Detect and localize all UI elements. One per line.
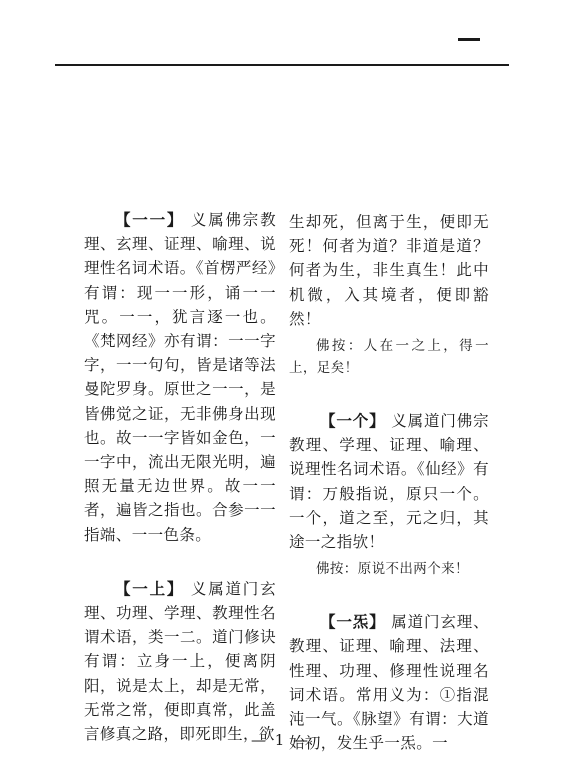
entry-yiyi-text — [84, 208, 276, 547]
right-column — [289, 210, 489, 755]
entry-yishang-text — [84, 577, 276, 746]
header-mark — [458, 38, 480, 41]
editor-note-2: 佛按：原说不出两个来！ — [316, 561, 469, 578]
page-number: — 1 — — [250, 731, 311, 749]
entry-yiyi-headword: 【一一】 — [115, 210, 185, 229]
spacer — [289, 379, 489, 409]
entry-yishang-body: 义属道门玄理、功理、学理、教理性名谓术语，类一二。道门修诀有谓：立身一上，便离阴阳，说是太上，却是无常，无常之常，便即真常，此盖言修真之路，即死即生，欲 — [84, 579, 276, 744]
spacer — [289, 580, 489, 610]
continued-text: 生却死，但离于生，便即无死！何者为道？非道是道？何者为生，非生真生！此中机微，入其境者，便即豁然！ — [289, 213, 489, 328]
entry-yiyi-body: 义属佛宗教理、玄理、证理、喻理、说理性名词术语。《首楞严经》有谓：现一一形，诵一一咒。一一，犹言逐一也。《梵网经》亦有谓：一一字字，一一句句，皆是诸等法曼陀罗身。原世之一一，是皆佛觉之证，无非佛身出现也。故一一字皆如金色，一一字中，流出无限光明，遍照无量无边世界。故一一者，遍皆之指也。合参一一指端、一一色条。 — [84, 211, 276, 544]
entry-yiyi — [84, 208, 276, 547]
entry-yishang — [84, 577, 276, 746]
editor-note-1: 佛按：人在一之上，得一上，足矣！ — [289, 338, 489, 377]
header-rule — [55, 64, 509, 66]
left-column — [84, 208, 276, 746]
entry-yishang-headword: 【一上】 — [115, 578, 185, 598]
entry-yiqi-body: 属道门玄理、教理、证理、喻理、法理、性理、功理、修理性说理名词术语。常用义为：①指混沌一气。《脉望》有谓：大道始初，发生乎一炁。一 — [289, 613, 489, 753]
entry-yige-text — [289, 409, 489, 554]
entry-yige — [289, 409, 489, 554]
entry-yiqi-headword: 【一炁】 — [320, 612, 386, 632]
spacer — [84, 547, 276, 577]
entry-yige-body: 义属道门佛宗教理、学理、证理、喻理、说理性名词术语。《仙经》有谓：万般指说，原只一个。一个，道之至，元之归，其途一之指欤！ — [289, 412, 489, 552]
entry-yige-headword: 【一个】 — [320, 411, 386, 431]
